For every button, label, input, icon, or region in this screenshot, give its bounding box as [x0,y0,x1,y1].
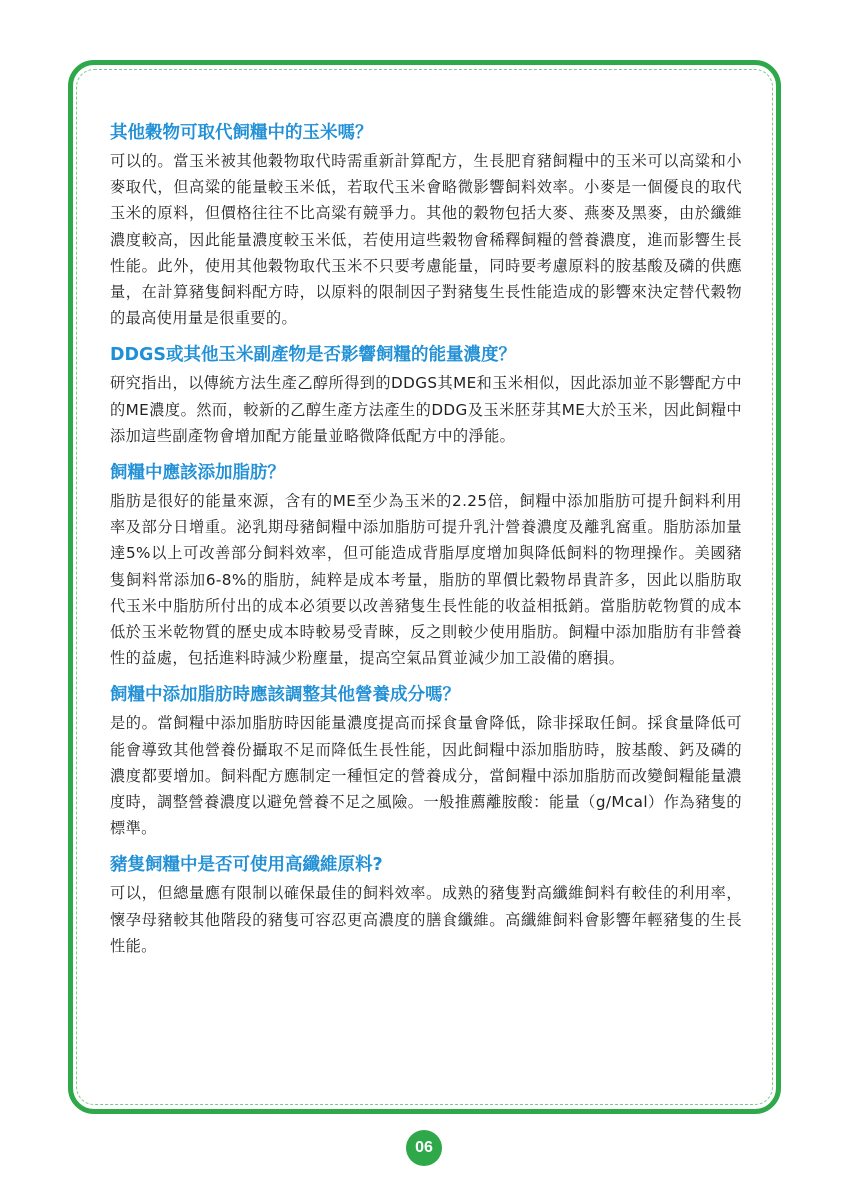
page-number-badge: 06 [406,1130,442,1166]
section-body: 可以，但總量應有限制以確保最佳的飼料效率。成熟的豬隻對高纖維飼料有較佳的利用率，懷孕母豬較其他階段的豬隻可容忍更高濃度的膳食纖維。高纖維飼料會影響年輕豬隻的生長性能。 [110,884,742,955]
qa-section-high-fiber [110,852,742,959]
section-heading: 豬隻飼糧中是否可使用高纖維原料? [110,855,383,876]
section-body: 是的。當飼糧中添加脂肪時因能量濃度提高而採食量會降低，除非採取任飼。採食量降低可能會導致其他營養份攝取不足而降低生長性能，因此飼糧中添加脂肪時，胺基酸、鈣及磷的濃度都要增加。飼料配方應制定一種恒定的營養成分，當飼糧中添加脂肪而改變飼糧能量濃度時，調整營養濃度以避免營養不足之風險。一般推薦離胺酸：能量（g/Mcal）作為豬隻的標準。 [110,714,742,838]
section-heading: 飼糧中添加脂肪時應該調整其他營養成分嗎？ [110,685,460,706]
section-heading: 飼糧中應該添加脂肪？ [110,463,285,484]
article-content [110,120,742,970]
section-body: 研究指出，以傳統方法生產乙醇所得到的DDGS其ME和玉米相似，因此添加並不影響配方中的ME濃度。然而，較新的乙醇生產方法產生的DDG及玉米胚芽其ME大於玉米，因此飼糧中添加這些副產物會增加配方能量並略微降低配方中的淨能。 [110,374,742,445]
qa-section-grain-substitution [110,120,742,331]
section-body: 可以的。當玉米被其他穀物取代時需重新計算配方，生長肥育豬飼糧中的玉米可以高粱和小麥取代，但高粱的能量較玉米低，若取代玉米會略微影響飼料效率。小麥是一個優良的取代玉米的原料，但價格往往不比高粱有競爭力。其他的穀物包括大麥、燕麥及黑麥，由於纖維濃度較高，因此能量濃度較玉米低，若使用這些穀物會稀釋飼糧的營養濃度，進而影響生長性能。此外，使用其他穀物取代玉米不只要考慮能量，同時要考慮原料的胺基酸及磷的供應量，在計算豬隻飼料配方時，以原料的限制因子對豬隻生長性能造成的影響來決定替代穀物的最高使用量是很重要的。 [110,152,742,328]
qa-section-adjust-nutrients [110,682,742,841]
section-heading: 其他穀物可取代飼糧中的玉米嗎？ [110,123,373,143]
qa-section-add-fat [110,460,742,671]
section-body: 脂肪是很好的能量來源，含有的ME至少為玉米的2.25倍，飼糧中添加脂肪可提升飼料利用率及部分日增重。泌乳期母豬飼糧中添加脂肪可提升乳汁營養濃度及離乳窩重。脂肪添加量達5%以上可改善部分飼料效率，但可能造成背脂厚度增加與降低飼料的物理操作。美國豬隻飼料常添加6-8%的脂肪，純粹是成本考量，脂肪的單價比穀物昂貴許多，因此以脂肪取代玉米中脂肪所付出的成本必須要以改善豬隻生長性能的收益相抵銷。當脂肪乾物質的成本低於玉米乾物質的歷史成本時較易受青睞，反之則較少使用脂肪。飼糧中添加脂肪有非營養性的益處，包括進料時減少粉塵量，提高空氣品質並減少加工設備的磨損。 [110,492,742,668]
qa-section-ddgs [110,342,742,449]
section-heading: DDGS或其他玉米副產物是否影響飼糧的能量濃度？ [110,345,517,366]
